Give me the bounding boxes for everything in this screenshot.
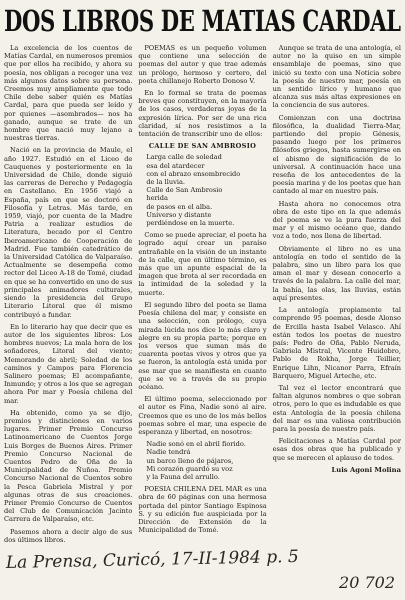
paragraph: Pasemos ahora a decir algo de sus dos últimos libros. xyxy=(4,527,133,544)
poem-title: CALLE DE SAN AMBROSIO xyxy=(148,142,257,151)
poem-line: esa del atardecer xyxy=(146,161,205,170)
poem-line: de pasos en el alba. xyxy=(146,202,213,211)
article-body xyxy=(4,44,401,544)
paragraph: La antología propiamente tal comprende 95 poemas, desde Alonso de Ercilla hasta Isabel Velasco. Ahí están todos los poetas de nuestro país: Pedro de Oña, Pablo Neruda, Gabriela Mistral, Vicente Huidobro, Pablo de Rokha, Jorge Teillier, Enrique Lihn, Nicanor Parra, Efraín Barquero, Miguel Arteche, etc. xyxy=(272,306,401,380)
poem-line: perdiéndose en la muerte. xyxy=(146,219,235,228)
paragraph: Ha obtenido, como ya se dijo, premios y distinciones en varios lugares. Primer Premio Concurso Latinoamericano de Cuentos Jorge Luis Borges de Buenos Aires. Primer Premio Concurso Nacional de Cuentos Pedro de Oña de la Municipalidad de Ñuñoa. Premio Concurso Nacional de Cuentos sobre la Pesca Gabriela Mistral y por algunas otras de sus creaciones. Primer Premio Concurso de Cuentos del Club de Comunicación Jacinto Carrera de Valparaíso, etc. xyxy=(4,408,133,524)
poem-line: un barco lleno de pájaros, xyxy=(146,456,234,465)
paragraph: El último poema, seleccionado por el autor es Fina, Nadie sonó al aire. Creemos que es uno de los más bellos poemas sobre el mar, una especie de esperanza y libertad, en nosotros: xyxy=(138,395,267,436)
article-headline: DOS LIBROS DE MATIAS CARDAL xyxy=(4,4,401,38)
handwritten-reference-number: 20 702 xyxy=(339,573,395,592)
article-column-1 xyxy=(4,44,133,544)
article-column-3 xyxy=(273,44,401,538)
poem-line: con el abrazo ensombrecido xyxy=(146,169,241,178)
article-byline: Luis Agoni Molina xyxy=(331,465,401,474)
article-column-2 xyxy=(138,44,266,538)
paragraph: Obviamente el libro no es una antología en todo el sentido de la palabra, sino un libro para los que aman el mar y desean conocerlo a través de la palabra. La calle del mar, la bahía, las olas, las lluvias, están aquí presentes. xyxy=(272,244,401,302)
poem-line: Calle de San Ambrosio xyxy=(146,186,223,195)
paragraph: Tal vez el lector encontrará que faltan algunos nombres o que sobran otros, pero lo que es indudable es que esta Antología de la poesía chilena del mar es una valiosa contribución para la poesía de nuestro país. xyxy=(272,383,401,433)
paragraph: POESIA CHILENA DEL MAR es una obra de 60 páginas con una hermosa portada del pintor Santiago Espinosa S. y su edición fue auspiciada por la Dirección de Extensión de la Municipalidad de Tomé. xyxy=(138,485,267,535)
paragraph: Como se puede apreciar, el poeta ha logrado aquí crear un paraíso entrañable en la visión de un instante de la calle, que en último término, es más que un apunte espacial de la imagen que brota al ser recordada en la intimidad de la soledad y la muerte. xyxy=(138,231,267,297)
poem-line: y la Fauna del arrullo. xyxy=(146,472,220,481)
poem-line: Mi corazón guardó su voz xyxy=(146,464,233,473)
poem-line: Universo y distante xyxy=(146,210,212,219)
paragraph: En lo formal se trata de poemas breves que constituyen, en la mayoría de los casos, verdaderas joyas de la expresión lírica. Por ser de una rica claridad, sí nos resistimos a la tentación de transcribir uno de ellos: xyxy=(138,89,267,139)
paragraph: POEMAS es un pequeño volumen que contiene una selección de poemas del autor y que trae además un prólogo, hermoso y certero, del poeta chillanejo Roberto Donoso V. xyxy=(138,44,267,85)
poem-line: Larga calle de soledad xyxy=(146,153,222,162)
poem-line: Nadie sonó en el abril fiorido. xyxy=(146,440,246,449)
paragraph: Hasta ahora no conocemos otra obra de este tipo en la que además del poema se ve la pura fuerza del mar y el mismo océano que, dando voz a todo, nos llena de libertad. xyxy=(272,199,401,241)
paragraph: Nació en la provincia de Maule, el año 1927. Estudió en el Liceo de Cauquenes y posteriormente en la Universidad de Chile, donde siguió las carreras de Derecho y Pedagogía en Castellano. En 1956 viajó a España, país en que se doctoró en Filosofía y Letras. Más tarde, en 1959, viajó, por cuenta de la Madre Patria a realizar estudios de Literatura, becado por el Centro Iberoamericano de Cooperación de Madrid. Fue también catedrático de la Universidad Católica de Valparaíso. Actualmente se desempeña como rector del Liceo A-18 de Tomé, ciudad en que se ha convertido en uno de sus principales animadores culturales, siendo la presidencia del Grupo Literario Litoral que él mismo contribuyó a fundar. xyxy=(4,146,133,319)
paragraph: En lo literario hay que decir que es autor de los siguientes libros: Los hombres nuevos; La mala hora de los soñadores, Litoral del viento; Memorando de abril; Soledad de los caminos y Campos para Florencia Salinero poemas; El acompañante, Inmundo; y otros a los que se agregan ahora Por mar y Poesía chilena del mar. xyxy=(4,322,133,405)
paragraph: Felicitaciones a Matías Cardal por esas dos obras que ha publicado y que se merecen el aplauso de todos. xyxy=(272,437,401,462)
paragraph: El segundo libro del poeta se llama Poesía chilena del mar, y consiste en una selección, con prólogo, cuya mirada lúcida nos dice lo más claro y alegre en su propia parte; porque en los versos que suman más de cuarenta poetas vivos y otros que ya se fueron, la antología está unida por ese mar que se manifiesta en cuanto que se ve a través de su propio océano. xyxy=(138,300,267,391)
poem-line: de la lluvia. xyxy=(146,178,186,187)
paragraph: La excelencia de los cuentos de Matías Cardal, en numerosos premios que por ellos ha recibido, y ahora su poesía, nos obligan a recoger una vez más algunos datos sobre su persona. Creemos muy ampliamente que todo Chile debe saber quién es Matías Cardal, para que pueda ser leído y por quienes —asombrados— nos ha ganado, aunque se trate de un hombre que nació muy lejano a nuestras tierras. xyxy=(4,44,133,143)
poem-line: herida xyxy=(146,194,168,203)
paragraph: Aunque se trata de una antología, el autor no la quiso en un simple ensamblaje de poemas, sino que inició su texto con una Noticia sobre la poesía de nuestro mar, poesía en un sentido lírico y humano que alcanza sus más altas expresiones en la conciencia de sus autores. xyxy=(272,44,401,110)
handwritten-source-note: La Prensa, Curicó, 17-II-1984 p. 5 xyxy=(5,546,299,573)
poem-line: Nadie tendrá xyxy=(146,448,191,457)
paragraph: Comienzan con una doctrina filosófica, la dualidad Tierra-Mar, partiendo del propio Génesis, pasando luego por los primeros filósofos griegos, hasta sumergirse en el abismo de significación de lo universal. A continuación hace una reseña de los antecedentes de la poesía marina y de los poetas que han cantado al mar en nuestro país. xyxy=(272,113,401,196)
